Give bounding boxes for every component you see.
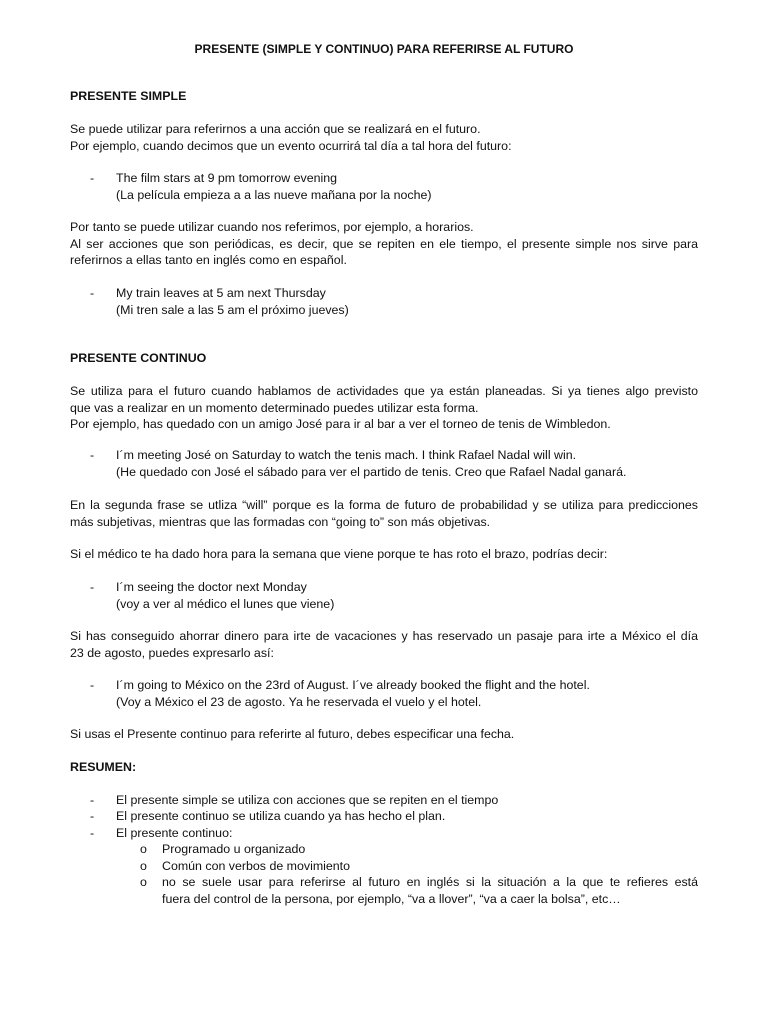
example-english: I´m meeting José on Saturday to watch the tenis mach. I think Rafael Nadal will win. <box>116 448 577 462</box>
example-spanish: (La película empieza a a las nueve mañana por la noche) <box>116 187 432 202</box>
summary-subitem-text: fuera del control de la persona, por ejemplo, “va a llover”, “va a caer la bolsa”, etc… <box>162 891 621 906</box>
text-line: Por tanto se puede utilizar cuando nos referimos, por ejemplo, a horarios. <box>70 220 474 234</box>
example-english: The film stars at 9 pm tomorrow evening <box>116 171 338 185</box>
dash-bullet: - <box>90 826 95 840</box>
summary-item-text: El presente continuo: <box>116 826 233 840</box>
dash-bullet: - <box>90 809 95 823</box>
paragraph <box>70 219 698 269</box>
example-spanish: (He quedado con José el sábado para ver el partido de tenis. Creo que Rafael Nadal ganará. <box>116 464 627 479</box>
example-english: My train leaves at 5 am next Thursday <box>116 286 326 300</box>
paragraph <box>70 546 698 563</box>
summary-subitem-text: Común con verbos de movimiento <box>162 859 351 873</box>
heading-presente-continuo: PRESENTE CONTINUO <box>70 351 207 365</box>
dash-bullet: - <box>90 580 95 594</box>
circle-bullet: o <box>140 859 147 873</box>
text-line: que vas a realizar en un momento determinado puedes utilizar esta forma. <box>70 400 479 415</box>
text-line: Se puede utilizar para referirnos a una acción que se realizará en el futuro. <box>70 122 481 136</box>
dash-bullet: - <box>90 286 95 300</box>
text-line: Si el médico te ha dado hora para la semana que viene porque te has roto el brazo, podrías decir: <box>70 547 608 561</box>
example-spanish: (Voy a México el 23 de agosto. Ya he reservada el vuelo y el hotel. <box>116 694 482 709</box>
paragraph <box>70 628 698 661</box>
paragraph <box>70 121 698 154</box>
dash-bullet: - <box>90 448 95 462</box>
paragraph <box>70 497 698 530</box>
paragraph <box>70 383 698 433</box>
example-spanish: (Mi tren sale a las 5 am el próximo jueves) <box>116 302 349 317</box>
document-page <box>70 0 698 1024</box>
text-line: En la segunda frase se utliza “will” porque es la forma de futuro de probabilidad y se utiliza para predicciones <box>70 498 698 512</box>
paragraph <box>70 726 698 743</box>
dash-bullet: - <box>90 793 95 807</box>
example-english: I´m going to México on the 23rd of August. I´ve already booked the flight and the hotel. <box>116 678 590 692</box>
summary-item-text: El presente simple se utiliza con acciones que se repiten en el tiempo <box>116 793 499 807</box>
text-line: 23 de agosto, puedes expresarlo así: <box>70 645 274 660</box>
summary-subitem-text: Programado u organizado <box>162 842 306 856</box>
document-title: PRESENTE (SIMPLE Y CONTINUO) PARA REFERIRSE AL FUTURO <box>194 42 574 56</box>
dash-bullet: - <box>90 678 95 692</box>
heading-resumen: RESUMEN: <box>70 760 137 774</box>
circle-bullet: o <box>140 875 147 889</box>
text-line: referirnos a ellas tanto en inglés como en español. <box>70 253 347 267</box>
summary-item-text: El presente continuo se utiliza cuando ya has hecho el plan. <box>116 809 446 823</box>
text-line: Si has conseguido ahorrar dinero para irte de vacaciones y has reservado un pasaje para irte a México el día <box>70 629 698 643</box>
dash-bullet: - <box>90 171 95 185</box>
circle-bullet: o <box>140 842 147 856</box>
example-spanish: (voy a ver al médico el lunes que viene) <box>116 596 335 611</box>
heading-presente-simple: PRESENTE SIMPLE <box>70 89 187 103</box>
text-line: Se utiliza para el futuro cuando hablamos de actividades que ya están planeadas. Si ya tienes algo previsto <box>70 384 698 398</box>
text-line: más subjetivas, mientras que las formadas con “going to” son más objetivas. <box>70 514 491 529</box>
text-line: Por ejemplo, has quedado con un amigo José para ir al bar a ver el torneo de tenis de Wimbledon. <box>70 417 611 431</box>
text-line: Por ejemplo, cuando decimos que un evento ocurrirá tal día a tal hora del futuro: <box>70 138 512 153</box>
summary-subitem-text: no se suele usar para referirse al futuro en inglés si la situación a la que te refieres está <box>162 875 698 889</box>
text-line: Si usas el Presente continuo para referirte al futuro, debes especificar una fecha. <box>70 727 515 741</box>
text-line: Al ser acciones que son periódicas, es decir, que se repiten en ele tiempo, el presente simple nos sirve para <box>70 236 698 251</box>
example-english: I´m seeing the doctor next Monday <box>116 580 307 594</box>
